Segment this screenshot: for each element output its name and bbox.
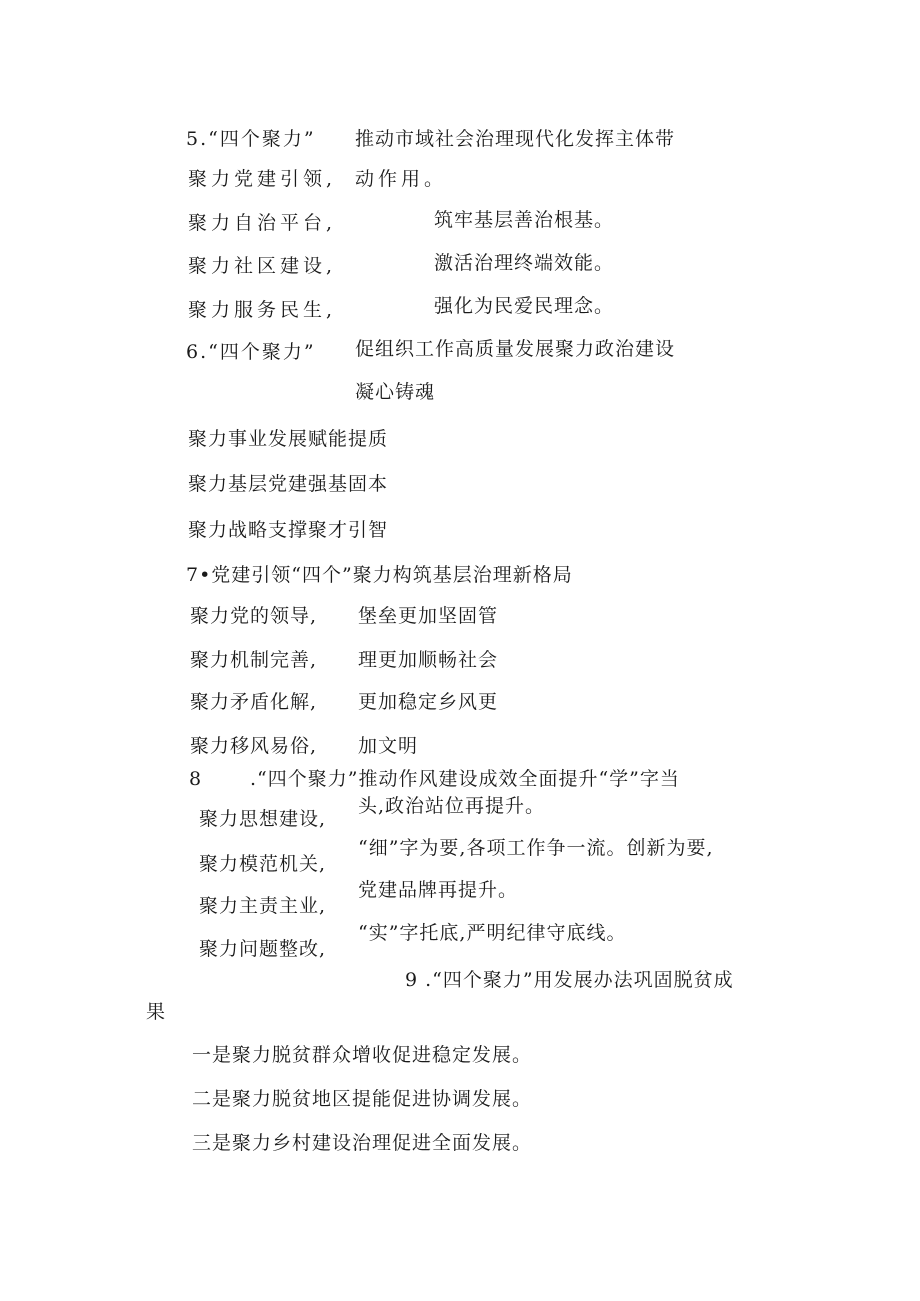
section-7-item-4-text: 加文明 [358,735,419,757]
section-7-item-2: 聚力机制完善, [190,649,318,671]
section-7-heading: 7•党建引领“四个”聚力构筑基层治理新格局 [186,564,573,586]
section-6-item-1: 聚力事业发展赋能提质 [188,428,389,450]
section-9-heading: 9 .“四个聚力”用发展办法巩固脱贫成 [405,969,734,991]
section-5-item-4-text: 强化为民爱民理念。 [434,295,615,317]
section-7-item-3: 聚力矛盾化解, [190,691,318,713]
section-6-item-2: 聚力基层党建强基固本 [188,473,389,495]
section-8-text-1: 头,政治站位再提升。 [358,795,546,817]
section-8-number: 8 [189,768,202,790]
section-7-item-3-text: 更加稳定乡风更 [358,691,499,713]
section-8-item-2: 聚力模范机关, [199,853,327,875]
section-7-item-4: 聚力移风易俗, [190,735,318,757]
section-5-item-3-text: 激活治理终端效能。 [434,252,615,274]
section-6-heading-continued: 促组织工作高质量发展聚力政治建设 [355,338,676,360]
section-5-item-2: 聚力自治平台, [188,212,337,234]
section-5-item-2-text: 筑牢基层善治根基。 [434,209,615,231]
section-8-text-4: “实”字托底,严明纪律守底线。 [358,922,627,944]
section-8-text-2: “细”字为要,各项工作争一流。创新为要, [358,837,714,859]
section-8-item-4: 聚力问题整改, [199,938,327,960]
section-9-item-2: 二是聚力脱贫地区提能促进协调发展。 [192,1088,533,1110]
section-8-item-3: 聚力主责主业, [199,895,327,917]
section-5-item-1-text: 动作用。 [355,168,448,190]
section-6-item-3: 聚力战略支撑聚才引智 [188,519,389,541]
section-7-item-2-text: 理更加顺畅社会 [358,649,499,671]
section-7-item-1: 聚力党的领导, [190,605,318,627]
section-9-item-1: 一是聚力脱贫群众增收促进稳定发展。 [192,1044,533,1066]
section-8-text-3: 党建品牌再提升。 [358,879,519,901]
section-5-item-1: 聚力党建引领, [188,168,337,190]
section-5-heading: 5.“四个聚力” [186,128,316,150]
section-7-item-1-text: 堡垒更加坚固管 [358,605,499,627]
section-6-heading-continued-2: 凝心铸魂 [355,381,436,403]
section-8-item-1: 聚力思想建设, [199,808,327,830]
section-9-item-3: 三是聚力乡村建设治理促进全面发展。 [192,1132,533,1154]
section-5-item-3: 聚力社区建设, [188,255,337,277]
section-5-heading-continued: 推动市域社会治理现代化发挥主体带 [355,128,676,150]
section-5-item-4: 聚力服务民生, [188,299,337,321]
section-6-heading: 6.“四个聚力” [186,341,316,363]
section-8-heading: .“四个聚力”推动作风建设成效全面提升“学”字当 [250,768,680,790]
section-9-heading-continued: 果 [146,1001,166,1023]
